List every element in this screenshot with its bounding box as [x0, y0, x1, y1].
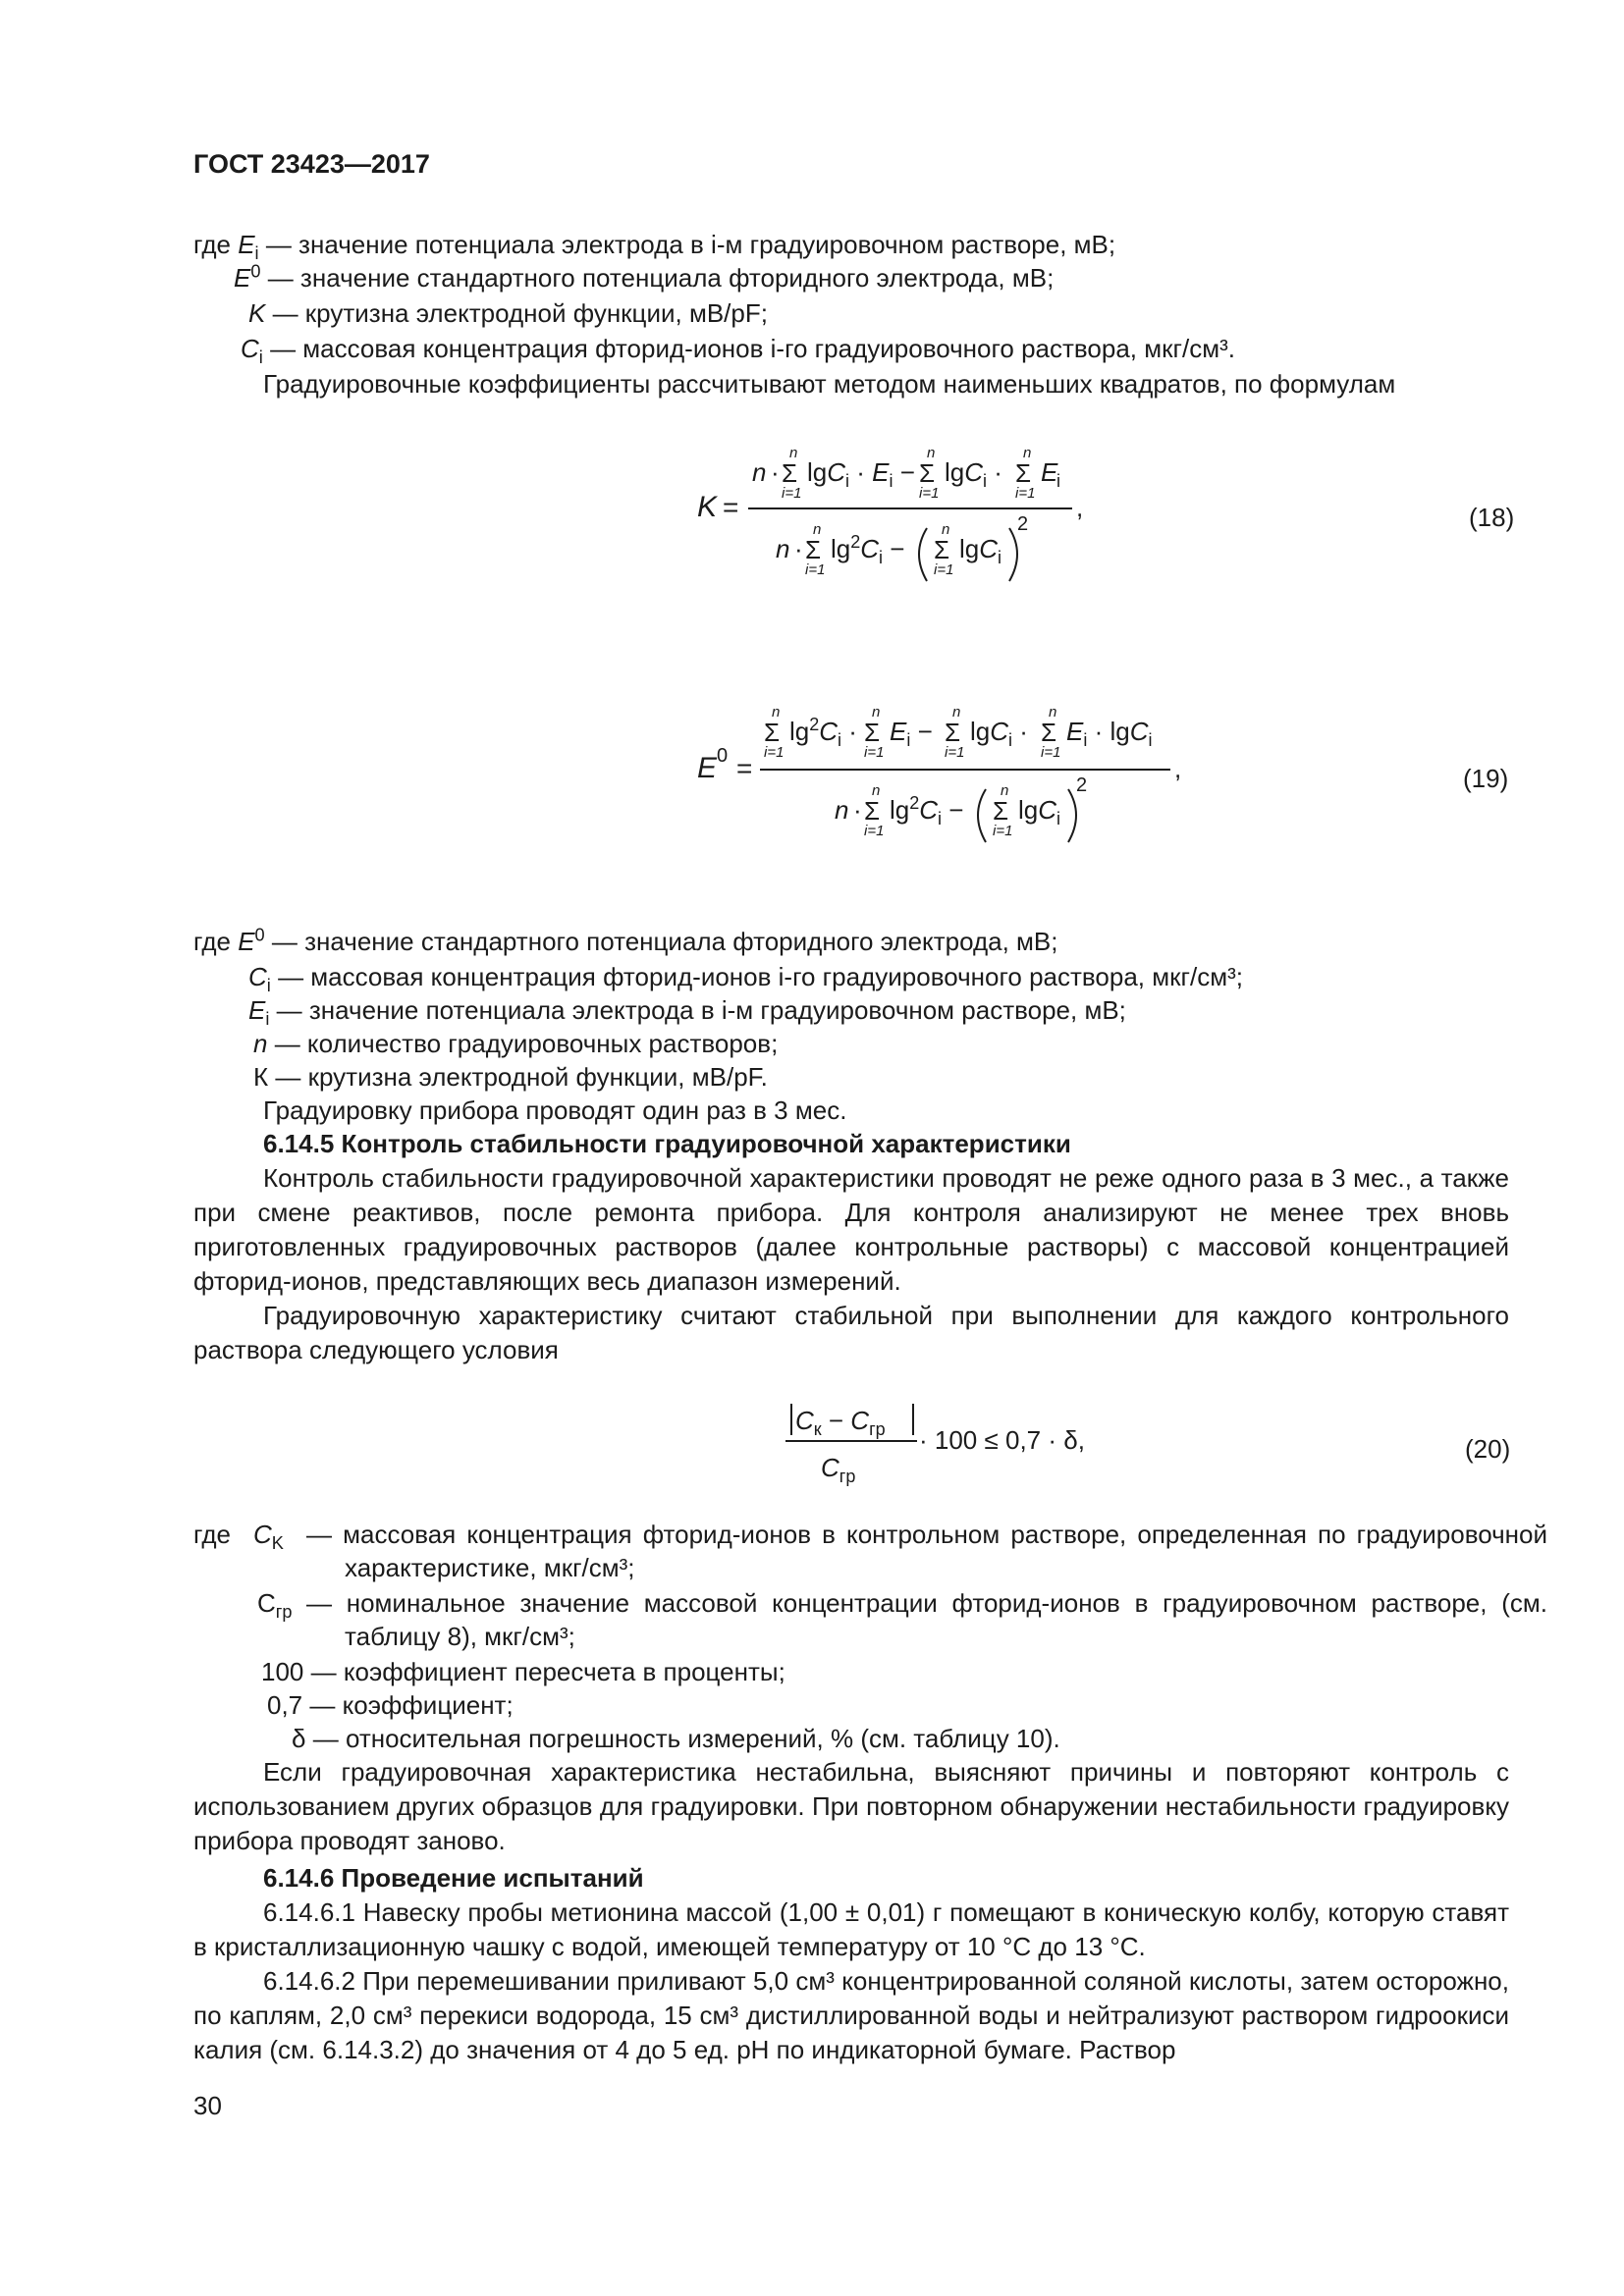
definition-item: [193, 925, 1058, 958]
symbol: К: [253, 1062, 269, 1092]
definition-text: — значение потенциала электрода в i-м градуировочном растворе, мВ;: [276, 995, 1126, 1025]
definition-item: [267, 1688, 514, 1722]
svg-text:i=1: i=1: [764, 744, 785, 761]
svg-text:n: n: [952, 704, 961, 721]
svg-text:lgCi ·: lgC$_i$ ·: [945, 457, 1002, 491]
formula-20: [776, 1392, 1090, 1500]
paragraph-text: 6.14.6.2 При перемешивании приливают 5,0 см³ концентрированной соляной кислоты, затем осторожно, по каплям, 2,0 см³ перекиси водорода, 15 см³ дистиллированной воды и нейтрализуют раствором гидроокиси калия (см. 6.14.3.2) до значения от 4 до 5 ед. рН по индикаторной бумаге. Раствор: [193, 1966, 1509, 2064]
definition-symbol: [253, 1518, 284, 1554]
definition-item: [248, 960, 1243, 996]
svg-text:Σ: Σ: [764, 718, 781, 747]
paragraph-text: Контроль стабильности градуировочной характеристики проводят не реже одного раза в 3 мес., а также при смене реактивов, после ремонта прибора. Для контроля анализируют не менее трех вновь приготовленных градуировочных растворов (далее контрольные растворы) с массовой концентрацией фторид-ионов, представляющих весь диапазон измерений.: [193, 1163, 1509, 1296]
frequency-sentence: Градуировку прибора проводят один раз в 3 мес.: [263, 1095, 847, 1125]
paragraph-text: Градуировочную характеристику считают стабильной при выполнении для каждого контрольного раствора следующего условия: [193, 1301, 1509, 1364]
definition-text: — массовая концентрация фторид-ионов i-го градуировочного раствора, мкг/см³.: [270, 334, 1235, 363]
svg-text:i=1: i=1: [993, 823, 1013, 839]
symbol: K: [248, 298, 266, 328]
definition-item: [248, 993, 1126, 1030]
svg-text:n: n: [813, 521, 822, 538]
section-heading-6-14-5: 6.14.5 Контроль стабильности градуировочной характеристики: [263, 1129, 1071, 1158]
svg-text:Cк − Cгр: $C_к - C_{гр}$: [795, 1406, 886, 1439]
definition-text: — крутизна электродной функции, мВ/pF.: [275, 1062, 768, 1092]
symbol: C: [253, 1520, 272, 1549]
definition-item: [234, 261, 1054, 294]
definition-item: [253, 1027, 778, 1060]
svg-text:lgCi: lgC$_i$: [959, 534, 1002, 567]
svg-text:lg2Ci −: $\lg^2C_i$ −: [890, 793, 964, 828]
where-label: где: [193, 1520, 231, 1549]
method-sentence: Градуировочные коэффициенты рассчитывают методом наименьших квадратов, по формулам: [263, 369, 1396, 399]
svg-text:Σ: Σ: [993, 796, 1009, 826]
svg-text:i=1: i=1: [864, 823, 885, 839]
svg-text:Σ: Σ: [864, 796, 881, 826]
svg-text:2: 2: [1076, 774, 1088, 796]
symbol-subscript: i: [258, 347, 263, 368]
svg-text:E: E: [1041, 457, 1058, 487]
svg-text:·: ·: [853, 795, 862, 825]
definition-item: [241, 332, 1235, 368]
definition-text: — номинальное значение массовой концентрации фторид-ионов в градуировочном растворе, (см. таблицу 8), мкг/см³;: [306, 1588, 1547, 1651]
where-label: где: [193, 230, 231, 259]
svg-text:i=1: i=1: [919, 485, 940, 502]
svg-text:Σ: Σ: [805, 535, 822, 564]
definition-item: [248, 296, 768, 330]
svg-text:n: n: [1049, 704, 1057, 721]
svg-text:n: n: [1023, 445, 1032, 461]
symbol-subscript: i: [265, 1009, 270, 1030]
svg-text:i: i: [1056, 471, 1060, 491]
formula-18: [677, 432, 1090, 599]
svg-text:E: E: [697, 752, 718, 784]
definition-text: — значение стандартного потенциала фторидного электрода, мВ;: [267, 263, 1055, 293]
svg-text:n: n: [835, 795, 849, 825]
paragraph-stability-control: [193, 1161, 1509, 1367]
svg-text:n: n: [927, 445, 936, 461]
svg-text:n: n: [872, 704, 881, 721]
svg-text:n: n: [772, 704, 781, 721]
svg-text:lgCi · Ei −: $\lg C_i \cdot E_i$ −: [807, 457, 915, 491]
symbol: C: [241, 334, 259, 363]
svg-text:=: =: [723, 492, 739, 522]
formula-19: [677, 687, 1208, 864]
definition-text: — значение потенциала электрода в i-м градуировочном растворе, мВ;: [265, 230, 1116, 259]
svg-text:i=1: i=1: [864, 744, 885, 761]
svg-text:i=1: i=1: [782, 485, 802, 502]
equation-number-18: (18): [1469, 503, 1515, 532]
definition-text: — коэффициент;: [309, 1690, 514, 1720]
page-number: 30: [193, 2091, 222, 2120]
svg-text:,: ,: [1076, 493, 1084, 522]
symbol-subscript: гр: [275, 1602, 293, 1623]
symbol: 100: [261, 1657, 304, 1686]
definition-symbol: [257, 1586, 293, 1623]
svg-text:lg2Ci ·: $\lg^2C_i$ ·: [789, 715, 857, 750]
symbol: E: [248, 995, 266, 1025]
svg-text:2: 2: [1017, 513, 1029, 535]
symbol-subscript: i: [254, 243, 259, 264]
paragraph-unstable: [193, 1755, 1509, 1858]
formula-rhs: · 100 ≤ 0,7 · δ,: [919, 1425, 1085, 1455]
svg-text:Ei · lgCi: $E_i \cdot \lg C_i$: [1066, 717, 1153, 750]
svg-text:n: n: [872, 782, 881, 799]
svg-text:Σ: Σ: [864, 718, 881, 747]
svg-text:n: n: [1001, 782, 1009, 799]
definition-item: [292, 1722, 1060, 1755]
definition-item: [253, 1060, 768, 1094]
svg-text:i=1: i=1: [934, 561, 954, 578]
svg-text:i=1: i=1: [945, 744, 965, 761]
definition-item: [193, 228, 1116, 264]
formula-lhs: K: [697, 491, 718, 523]
symbol: δ: [292, 1724, 306, 1753]
symbol-subscript: i: [266, 976, 271, 996]
svg-text:0: 0: [717, 745, 729, 767]
svg-text:Σ: Σ: [934, 535, 950, 564]
svg-text:Ei −: $E_i$ −: [890, 717, 933, 750]
definition-item: [261, 1655, 785, 1688]
svg-text:lgCi: lgC$_i$: [1018, 795, 1061, 828]
equation-number-20: (20): [1465, 1434, 1511, 1464]
document-header: ГОСТ 23423—2017: [193, 149, 430, 179]
svg-text:n: n: [776, 534, 790, 563]
equation-number-19: (19): [1463, 764, 1509, 793]
svg-text:Σ: Σ: [919, 458, 936, 488]
svg-text:=: =: [736, 753, 753, 783]
symbol: E: [234, 263, 251, 293]
symbol: E: [238, 230, 255, 259]
svg-text:Σ: Σ: [945, 718, 961, 747]
section-heading-6-14-6: 6.14.6 Проведение испытаний: [263, 1863, 644, 1893]
symbol: C: [257, 1588, 276, 1618]
definition-text: — массовая концентрация фторид-ионов в контрольном растворе, определенная по градуировочной характеристике, мкг/см³;: [306, 1520, 1547, 1582]
definition-text: — относительная погрешность измерений, % (см. таблицу 10).: [312, 1724, 1060, 1753]
svg-text:lg2Ci −: $\lg^2C_i$ −: [831, 532, 905, 567]
svg-text:Cгр: $C_{гр}$: [821, 1453, 856, 1486]
svg-text:i=1: i=1: [805, 561, 826, 578]
definition-text: — значение стандартного потенциала фторидного электрода, мВ;: [271, 927, 1058, 956]
paragraph-text: Если градуировочная характеристика нестабильна, выясняют причины и повторяют контроль с использованием других образцов для градуировки. При повторном обнаружении нестабильности градуировку прибора проводят заново.: [193, 1757, 1509, 1855]
definition-text: — крутизна электродной функции, мВ/pF;: [272, 298, 768, 328]
svg-text:n: n: [942, 521, 950, 538]
svg-text:,: ,: [1174, 754, 1182, 783]
svg-text:lgCi ·: lgC$_i$ ·: [970, 717, 1028, 750]
svg-text:·: ·: [794, 534, 803, 563]
symbol: 0,7: [267, 1690, 303, 1720]
definition-text: — массовая концентрация фторид-ионов i-го градуировочного раствора, мкг/см³;: [278, 962, 1243, 991]
paragraph-text: 6.14.6.1 Навеску пробы метионина массой (1,00 ± 0,01) г помещают в коническую колбу, которую ставят в кристаллизационную чашку с водой, имеющей температуру от 10 °С до 13 °С.: [193, 1897, 1509, 1961]
symbol: E: [238, 927, 255, 956]
symbol-superscript: 0: [254, 925, 265, 945]
where-label: где: [193, 927, 231, 956]
svg-text:n: n: [789, 445, 798, 461]
svg-text:Σ: Σ: [1015, 458, 1032, 488]
svg-text:·: ·: [771, 457, 780, 487]
symbol: n: [253, 1029, 268, 1058]
svg-text:i=1: i=1: [1041, 744, 1061, 761]
svg-text:Σ: Σ: [1041, 718, 1057, 747]
svg-text:Σ: Σ: [782, 458, 798, 488]
symbol: C: [248, 962, 267, 991]
symbol-subscript: K: [271, 1533, 284, 1554]
definition-text: — коэффициент пересчета в проценты;: [310, 1657, 785, 1686]
svg-text:n: n: [752, 457, 767, 487]
svg-text:i=1: i=1: [1015, 485, 1036, 502]
symbol-superscript: 0: [250, 261, 261, 282]
paragraph-tests: [193, 1896, 1509, 2067]
definition-text: — количество градуировочных растворов;: [274, 1029, 779, 1058]
